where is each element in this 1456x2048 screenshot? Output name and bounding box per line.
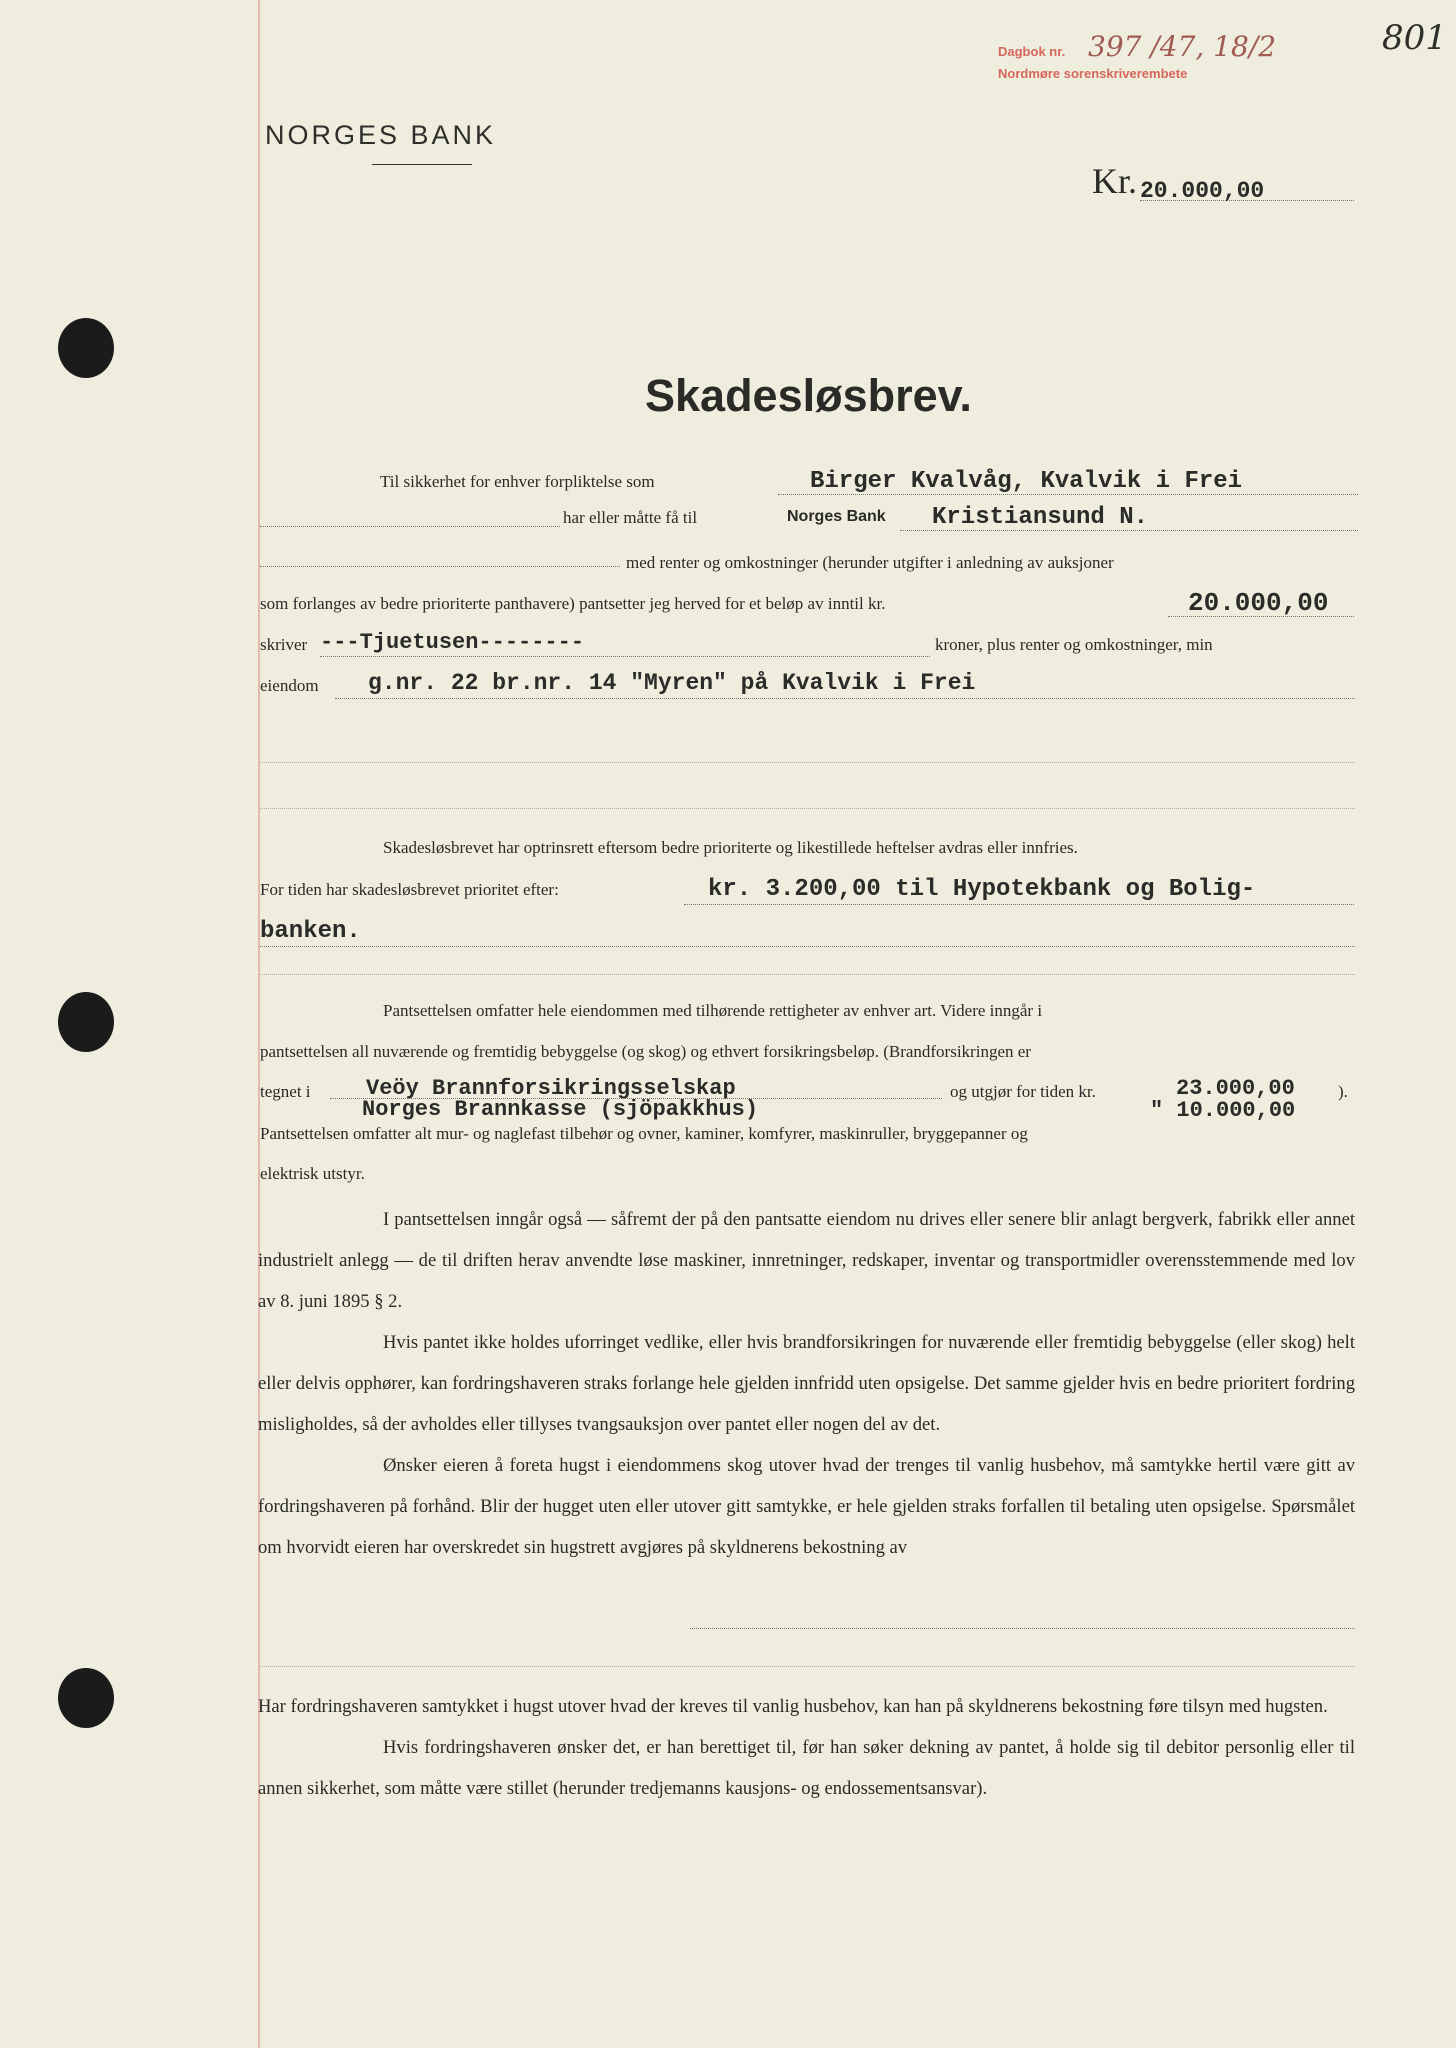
stamp-handwritten-entry: 397 /47, 18/2	[1088, 30, 1277, 63]
pledge-text4: Pantsettelsen omfatter alt mur- og naglefast tilbehør og ovner, kaminer, komfyrer, maskinruller, bryggepanner og	[260, 1124, 1028, 1143]
property-description: g.nr. 22 br.nr. 14 "Myren" på Kvalvik i Frei	[368, 670, 976, 696]
document-title: Skadesløsbrev.	[645, 370, 972, 421]
paragraph-block-2	[258, 1686, 1355, 1809]
priority-text1: Skadesløsbrevet har optrinsrett eftersom bedre prioriterte og likestillede heftelser avdras eller innfries.	[383, 838, 1078, 857]
paragraph-logging: Ønsker eieren å foreta hugst i eiendommens skog utover hvad der trenges til vanlig husbehov, må samtykke hertil være gitt av fordringshaveren på forhånd. Blir der hugget uten eller utover gitt samtykke, er hele gjelden straks forfallen til betaling uten opsigelse. Spørsmålet om hvorvidt eieren har overskredet sin hugstrett avgjøres på skyldnerens bekostning av	[258, 1455, 1355, 1558]
bank-header: NORGES BANK	[265, 120, 497, 150]
pledge-text3-mid: og utgjør for tiden kr.	[950, 1082, 1096, 1101]
pledge-amount-rule	[1168, 616, 1354, 617]
line2-leading-rule	[260, 526, 560, 527]
blank-rule	[260, 1666, 1355, 1667]
punch-hole	[58, 318, 114, 378]
amount-value: 20.000,00	[1140, 178, 1265, 204]
insurer-2: Norges Brannkasse (sjöpakkhus)	[362, 1097, 759, 1122]
prior-claims-rule1	[684, 904, 1354, 905]
pledge-text1: Pantsettelsen omfatter hele eiendommen med tilhørende rettigheter av enhver art. Videre inngår i	[383, 1001, 1043, 1020]
insurer-1: Veöy Brannforsikringsselskap	[366, 1076, 736, 1101]
logging-rule	[690, 1628, 1355, 1629]
amount-in-words: ---Tjuetusen--------	[320, 630, 585, 655]
form-line5-label: skriver	[260, 635, 308, 654]
form-line3-text: med renter og omkostninger (herunder utgifter i anledning av auksjoner	[626, 553, 1114, 572]
debtor-rule	[778, 494, 1358, 495]
property-rule	[335, 698, 1355, 699]
punch-hole	[58, 992, 114, 1052]
pledge-amount: 20.000,00	[1188, 588, 1329, 618]
prior-claims-line1: kr. 3.200,00 til Hypotekbank og Bolig-	[708, 876, 1256, 903]
amount-words-rule	[320, 656, 930, 657]
pledge-text5: elektrisk utstyr.	[260, 1164, 365, 1183]
paragraph-maintenance: Hvis pantet ikke holdes uforringet vedlike, eller hvis brandforsikringen for nuværende eller fremtidig bebyggelse (eller skog) helt eller delvis opphører, kan fordringshaveren straks forlange hele gjelden innfridd uten opsigelse. Det samme gjelder hvis en bedre prioritert fordring misligholdes, så der avholdes eller tillyses tvangsauksjon over pantet eller nogen del av det.	[258, 1332, 1355, 1435]
form-line6-label: eiendom	[260, 676, 319, 695]
insurance-amount-2: " 10.000,00	[1150, 1098, 1296, 1123]
header-underline	[372, 164, 472, 165]
form-line1-label: Til sikkerhet for enhver forpliktelse som	[380, 472, 655, 491]
prior-claims-rule2	[260, 946, 1355, 947]
folio-number: 801	[1382, 18, 1447, 58]
paragraph-supervision: Har fordringshaveren samtykket i hugst utover hvad der kreves til vanlig husbehov, kan han på skyldnerens bekostning føre tilsyn med hugsten.	[258, 1696, 1328, 1717]
paragraph-block	[258, 1199, 1355, 1568]
amount-rule	[1140, 200, 1354, 201]
bank-branch: Kristiansund N.	[932, 504, 1149, 531]
priority-text2-label: For tiden har skadesløsbrevet prioritet efter:	[260, 880, 559, 899]
prior-claims-line2: banken.	[260, 918, 361, 945]
pledge-text3-end: ).	[1338, 1082, 1348, 1101]
punch-hole	[58, 1668, 114, 1728]
blank-rule	[260, 808, 1355, 809]
pledge-text2: pantsettelsen all nuværende og fremtidig bebyggelse (og skog) og ethvert forsikringsbeløp. (Brandforsikringen er	[260, 1042, 1031, 1061]
debtor-name: Birger Kvalvåg, Kvalvik i Frei	[810, 468, 1243, 495]
pledge-text3-label: tegnet i	[260, 1082, 311, 1101]
insurance-amount-1: 23.000,00	[1176, 1076, 1295, 1101]
form-line4-text: som forlanges av bedre prioriterte panthavere) pantsetter jeg herved for et beløp av inntil kr.	[260, 594, 886, 613]
blank-rule	[260, 974, 1355, 975]
blank-rule	[260, 762, 1355, 763]
amount-prefix: Kr.	[1092, 161, 1137, 201]
stamp-line1: Dagbok nr.	[998, 44, 1066, 59]
insurer-rule	[330, 1098, 942, 1099]
form-line5-text: kroner, plus renter og omkostninger, min	[935, 635, 1213, 654]
paragraph-recourse: Hvis fordringshaveren ønsker det, er han berettiget til, før han søker dekning av pantet, å holde sig til debitor personlig eller til annen sikkerhet, som måtte være stillet (herunder tredjemanns kausjons- og endossementsansvar).	[258, 1737, 1355, 1799]
form-line2-bank: Norges Bank	[787, 508, 886, 525]
form-line2-label: har eller måtte få til	[563, 508, 698, 527]
paragraph-industrial: I pantsettelsen inngår også — såfremt der på den pantsatte eiendom nu drives eller senere blir anlagt bergverk, fabrikk eller annet industrielt anlegg — de til driften herav anvendte løse maskiner, innretninger, redskaper, inventar og transportmidler overensstemmende med lov av 8. juni 1895 § 2.	[258, 1209, 1355, 1312]
branch-rule	[900, 530, 1358, 531]
line3-leading-rule	[260, 566, 620, 567]
stamp-line2: Nordmøre sorenskriverembete	[998, 66, 1188, 81]
